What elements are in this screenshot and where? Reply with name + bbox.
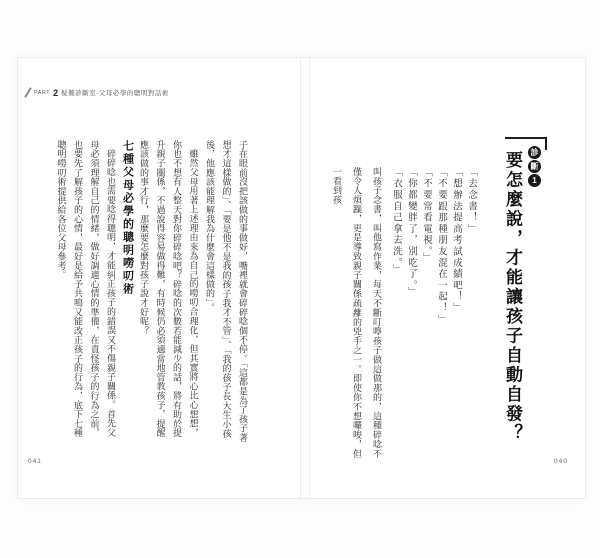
body-paragraph: 叫孩子念書，叫他寫作業，每天不斷叮嚀孩子做這做那的，這種碎唸不僅令人煩躁，更是導致親子關係疏離的兇手之一。即使你不想囉唆，但一看到孩: [332, 167, 382, 459]
badge-char: 1: [528, 174, 541, 187]
left-page-body: [53, 140, 251, 446]
part-header: [27, 87, 169, 98]
book-spread: [17, 57, 586, 499]
part-label: PART: [34, 89, 51, 96]
body-paragraph: 雖然父母用著上述理由來為自己的嘮叨合理化，但其實將心比心想想，你也不想有人整天對你碎碎唸吧？碎唸的次數若能減少的話，將有助於提升親子關係，不過說得容易做得難，有時候仍必須適當地管教孩子，提醒應該做的事才行，那麼要怎麼對孩子說才好呢？: [139, 140, 199, 438]
section-heading: 七種父母必學的聰明嘮叨術: [121, 140, 134, 296]
quote-line: 「去念書！」: [466, 167, 476, 235]
quote-line: 「衣服自己拿去洗。」: [391, 167, 401, 276]
page-number-right: 040: [554, 458, 568, 465]
body-paragraph: 碎碎唸也需要唸得聰明，才能糾正孩子的錯誤又不傷親子關係。首先父母必須理解自己的情緒，做好調適心情的準備，在責怪孩子的行為之前，也要先了解孩子的心情，最好是給予共鳴又能改正孩子的行為，底下七種聰明嘮叨術提供給各位父母參考。: [56, 140, 116, 438]
page-number-left: 041: [28, 458, 42, 465]
badge-char: 斷: [528, 160, 541, 173]
part-number: 2: [53, 87, 59, 98]
quote-line: 「不要常看電視。」: [421, 167, 431, 264]
diagonal-mark-icon: [24, 87, 32, 97]
body-paragraph-continued: 子在眼前沒把該做的事做好，嘴裡就會碎碎唸個不停。「這都是為了孩子著想才這樣做的」、「要是他不是我的孩子我才不管」、「我的孩子長大生小孩後，他應該能理解我為什麼會這樣做的」。: [205, 140, 248, 443]
quote-line: 「不要跟那種朋友混在一起！」: [436, 167, 446, 326]
part-title: 疑難診斷室·父母必學的聰明對話術: [61, 90, 169, 97]
diagnosis-badge: [528, 146, 541, 187]
nagging-quotes: [388, 167, 478, 462]
badge-char: 診: [528, 146, 541, 159]
chapter-title: 要怎麼說，才能讓孩子自動自發？: [503, 151, 522, 444]
quote-line: 「想辦法提高考試成績吧！」: [451, 167, 461, 314]
gutter-line: [309, 58, 310, 498]
quote-line: 「你都變胖了，別吃了。」: [406, 167, 416, 298]
gutter-line: [300, 58, 301, 498]
